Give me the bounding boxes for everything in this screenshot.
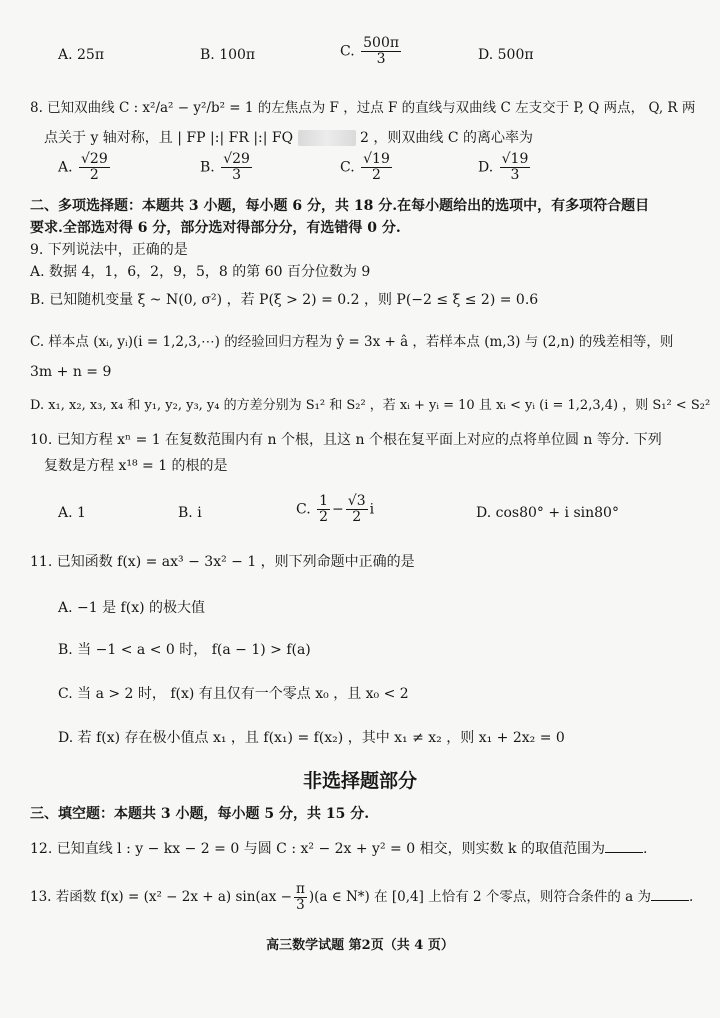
q10-c-den-2: 2 [352, 509, 362, 525]
q12-answer-blank[interactable] [605, 838, 643, 853]
q10-c-num-1: 1 [319, 493, 329, 509]
q8-b-label: B. [200, 159, 215, 176]
q8-line-2 [44, 128, 533, 148]
q8-line-1: 8. 已知双曲线 C : x²/a² − y²/b² = 1 的左焦点为 F ，过点 F 的直线与双曲线 C 左支交于 P, Q 两点， Q, R 两 [30, 100, 696, 116]
q10-c-num-2: √3 [347, 493, 366, 509]
q9-option-c: C. 样本点 (xᵢ, yᵢ)(i = 1,2,3,⋯) 的经验回归方程为 ŷ = 3x + â ，若样本点 (m,3) 与 (2,n) 的残差相等，则 [30, 334, 674, 350]
q7-c-numerator: 500π [363, 35, 400, 51]
q8-a-numerator: √29 [81, 151, 108, 167]
q10-c-fraction-1 [317, 494, 330, 525]
q13 [30, 882, 693, 913]
q7-c-denominator: 3 [376, 51, 386, 67]
q13-period: . [689, 889, 694, 905]
q10-option-c [296, 494, 374, 525]
q8-a-denominator: 2 [89, 167, 99, 183]
part-title: 非选择题部分 [302, 770, 417, 792]
q13-pi: π [295, 881, 305, 897]
q9-stem: 9. 下列说法中，正确的是 [30, 242, 188, 258]
q10-c-fraction-2 [346, 494, 368, 525]
q8-option-d [478, 152, 532, 183]
blurred-region [298, 130, 356, 146]
q8-d-denominator: 3 [510, 167, 520, 183]
q8-b-numerator: √29 [223, 151, 250, 167]
q7-option-c [340, 36, 403, 67]
q10-c-minus: − [332, 501, 344, 518]
q8-b-denominator: 3 [232, 167, 242, 183]
q8-d-numerator: √19 [501, 151, 529, 167]
q10-option-a: A. 1 [58, 505, 86, 521]
q9-option-b: B. 已知随机变量 ξ ~ N(0, σ²) ，若 P(ξ > 2) = 0.2 ，则 P(−2 ≤ ξ ≤ 2) = 0.6 [30, 292, 539, 308]
q8-b-fraction [221, 152, 252, 183]
q8-c-numerator: √19 [363, 151, 390, 167]
q7-option-c-label: C. [340, 43, 355, 60]
q8-d-fraction [500, 152, 531, 183]
q11-option-d: D. 若 f(x) 存在极小值点 x₁ ，且 f(x₁) = f(x₂) ，其中 x₁ ≠ x₂ ，则 x₁ + 2x₂ = 0 [58, 730, 565, 746]
q7-option-b: B. 100π [200, 47, 256, 63]
section-2-heading: 二、多项选择题：本题共 3 小题，每小题 6 分，共 18 分.在每小题给出的选项中，有多项符合题目 [30, 198, 650, 214]
q11-option-c: C. 当 a > 2 时， f(x) 有且仅有一个零点 x₀ ，且 x₀ < 2 [58, 686, 409, 702]
q10-option-b: B. i [178, 505, 202, 521]
q13-text-end: )(a ∈ N*) 在 [0,4] 上恰有 2 个零点，则符合条件的 a 为 [308, 889, 651, 905]
q10-c-i: i [369, 501, 375, 518]
q8-d-label: D. [478, 159, 494, 176]
q11-option-a: A. −1 是 f(x) 的极大值 [58, 600, 205, 616]
q8-option-a [58, 152, 112, 183]
q9-option-a: A. 数据 4，1，6，2，9，5，8 的第 60 百分位数为 9 [30, 264, 371, 280]
q8-c-label: C. [340, 159, 355, 176]
q7-option-d: D. 500π [478, 47, 534, 63]
section-3-heading: 三、填空题：本题共 3 小题，每小题 5 分，共 15 分. [30, 806, 370, 822]
q11-stem: 11. 已知函数 f(x) = ax³ − 3x² − 1 ，则下列命题中正确的是 [30, 554, 415, 570]
q10-option-d: D. cos80° + i sin80° [476, 505, 619, 521]
q12 [30, 838, 647, 859]
q7-option-c-fraction [361, 36, 401, 67]
q13-answer-blank[interactable] [651, 886, 689, 901]
page-footer: 高三数学试题 第2页（共 4 页） [266, 938, 454, 953]
q11-option-b: B. 当 −1 < a < 0 时， f(a − 1) > f(a) [58, 642, 311, 658]
q10-c-den-1: 2 [319, 509, 329, 525]
q10-line-2: 复数是方程 x¹⁸ = 1 的根的是 [44, 458, 228, 474]
q9-option-d: D. x₁, x₂, x₃, x₄ 和 y₁, y₂, y₃, y₄ 的方差分别为 S₁² 和 S₂² ，若 xᵢ + yᵢ = 10 且 xᵢ < yᵢ (i = 1,2,3,4) ，则 S₁² < S₂² [30, 398, 711, 413]
q8-option-b [200, 152, 254, 183]
q12-text: 12. 已知直线 l : y − kx − 2 = 0 与圆 C : x² − 2x + y² = 0 相交，则实数 k 的取值范围为 [30, 841, 605, 857]
q7-option-a: A. 25π [58, 47, 105, 63]
section-2-instructions: 要求.全部选对得 6 分，部分选对得部分分，有选错得 0 分. [30, 220, 401, 236]
q10-c-label: C. [296, 501, 311, 518]
q12-period: . [642, 841, 648, 857]
q8-line-2-end: 2 ，则双曲线 C 的离心率为 [360, 130, 533, 146]
q8-line-2-start: 点关于 y 轴对称，且 | FP |:| FR |:| FQ [44, 130, 294, 146]
q8-option-c [340, 152, 394, 183]
q13-three: 3 [296, 897, 305, 913]
q13-text-start: 13. 若函数 f(x) = (x² − 2x + a) sin(ax − [30, 889, 292, 905]
q8-a-fraction [79, 152, 110, 183]
q9-option-c-cont: 3m + n = 9 [30, 364, 112, 380]
q8-c-fraction [361, 152, 392, 183]
q8-c-denominator: 2 [372, 167, 381, 183]
q8-a-label: A. [58, 159, 73, 176]
q10-line-1: 10. 已知方程 xⁿ = 1 在复数范围内有 n 个根，且这 n 个根在复平面上对应的点将单位圆 n 等分. 下列 [30, 432, 662, 448]
q13-pi-over-3 [294, 882, 307, 913]
